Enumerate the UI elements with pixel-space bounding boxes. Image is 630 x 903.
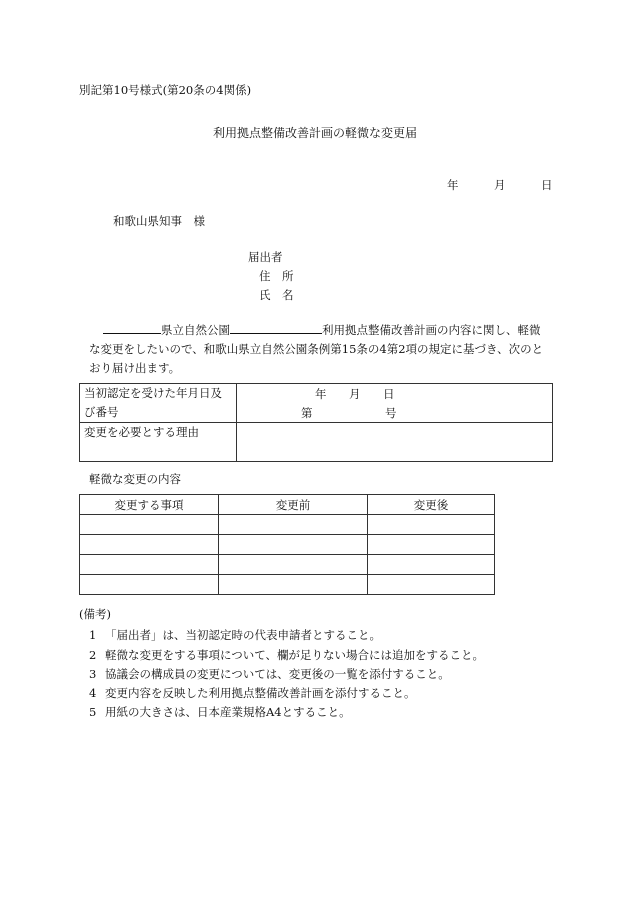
note-number: 1 [89, 628, 97, 642]
table-cell[interactable] [219, 575, 368, 595]
certification-info-table [79, 383, 553, 462]
notifier-label: 届出者 [248, 250, 283, 264]
paragraph-text-2: な変更をしたいので、和歌山県立自然公園条例第15条の4第2項の規定に基づき、次のと [89, 342, 544, 356]
note-item [79, 685, 416, 701]
table-row [80, 515, 495, 535]
table-row [80, 555, 495, 575]
changes-heading: 軽微な変更の内容 [89, 472, 181, 486]
certification-day-label: 日 [383, 387, 395, 401]
certification-date-label-b: び番号 [84, 405, 119, 419]
notifier-address-label: 住 所 [259, 269, 294, 283]
reason-label: 変更を必要とする理由 [84, 425, 199, 439]
table-row [80, 535, 495, 555]
paragraph-text-1: 利用拠点整備改善計画の内容に関し、軽微 [322, 323, 541, 337]
table-cell[interactable] [368, 555, 495, 575]
header-before: 変更前 [219, 495, 368, 515]
note-number: 3 [89, 667, 97, 681]
paragraph-text-3: おり届け出ます。 [89, 361, 181, 375]
table-cell[interactable] [368, 575, 495, 595]
note-text: 協議会の構成員の変更については、変更後の一覧を添付すること。 [105, 667, 450, 681]
note-number: 4 [89, 686, 97, 700]
certification-date-label-a: 当初認定を受けた年月日及 [84, 386, 222, 400]
note-number: 5 [89, 705, 97, 719]
certification-month-label: 月 [349, 387, 361, 401]
note-number: 2 [89, 648, 97, 662]
date-month-label: 月 [494, 178, 506, 192]
reason-value-cell[interactable] [237, 423, 553, 462]
header-item: 変更する事項 [80, 495, 219, 515]
note-text: 変更内容を反映した利用拠点整備改善計画を添付すること。 [105, 686, 416, 700]
table-cell[interactable] [368, 515, 495, 535]
note-item [79, 647, 484, 663]
table-cell[interactable] [219, 535, 368, 555]
note-item [79, 627, 381, 643]
table-row [80, 575, 495, 595]
addressee: 和歌山県知事 様 [113, 214, 205, 228]
table-cell[interactable] [368, 535, 495, 555]
reason-label-cell [80, 423, 237, 462]
park-name-blank-line [230, 321, 322, 334]
note-text: 軽微な変更をする事項について、欄が足りない場合には追加をすること。 [105, 648, 485, 662]
notes-title: (備考) [79, 607, 111, 621]
table-cell[interactable] [80, 535, 219, 555]
table-cell[interactable] [219, 515, 368, 535]
park-label: 県立自然公園 [161, 323, 230, 337]
note-item [79, 704, 351, 720]
prefix-blank-line [103, 321, 161, 334]
notifier-name-label: 氏 名 [259, 288, 294, 302]
table-cell[interactable] [80, 515, 219, 535]
table-cell[interactable] [80, 555, 219, 575]
note-item [79, 666, 450, 682]
changes-table [79, 494, 495, 595]
certification-year-label: 年 [315, 387, 327, 401]
certification-date-value-cell[interactable] [237, 384, 553, 423]
note-text: 用紙の大きさは、日本産業規格A4とすること。 [105, 705, 351, 719]
certification-number-prefix: 第 [301, 406, 313, 420]
header-after: 変更後 [368, 495, 495, 515]
request-paragraph [89, 321, 555, 378]
document-title: 利用拠点整備改善計画の軽微な変更届 [212, 126, 417, 140]
table-cell[interactable] [80, 575, 219, 595]
note-text: 「届出者」は、当初認定時の代表申請者とすること。 [105, 628, 381, 642]
form-number-label: 別記第10号様式(第20条の4関係) [79, 83, 252, 97]
certification-date-label-cell [80, 384, 237, 423]
date-day-label: 日 [541, 178, 553, 192]
date-year-label: 年 [447, 178, 459, 192]
table-cell[interactable] [219, 555, 368, 575]
certification-number-suffix: 号 [385, 406, 397, 420]
